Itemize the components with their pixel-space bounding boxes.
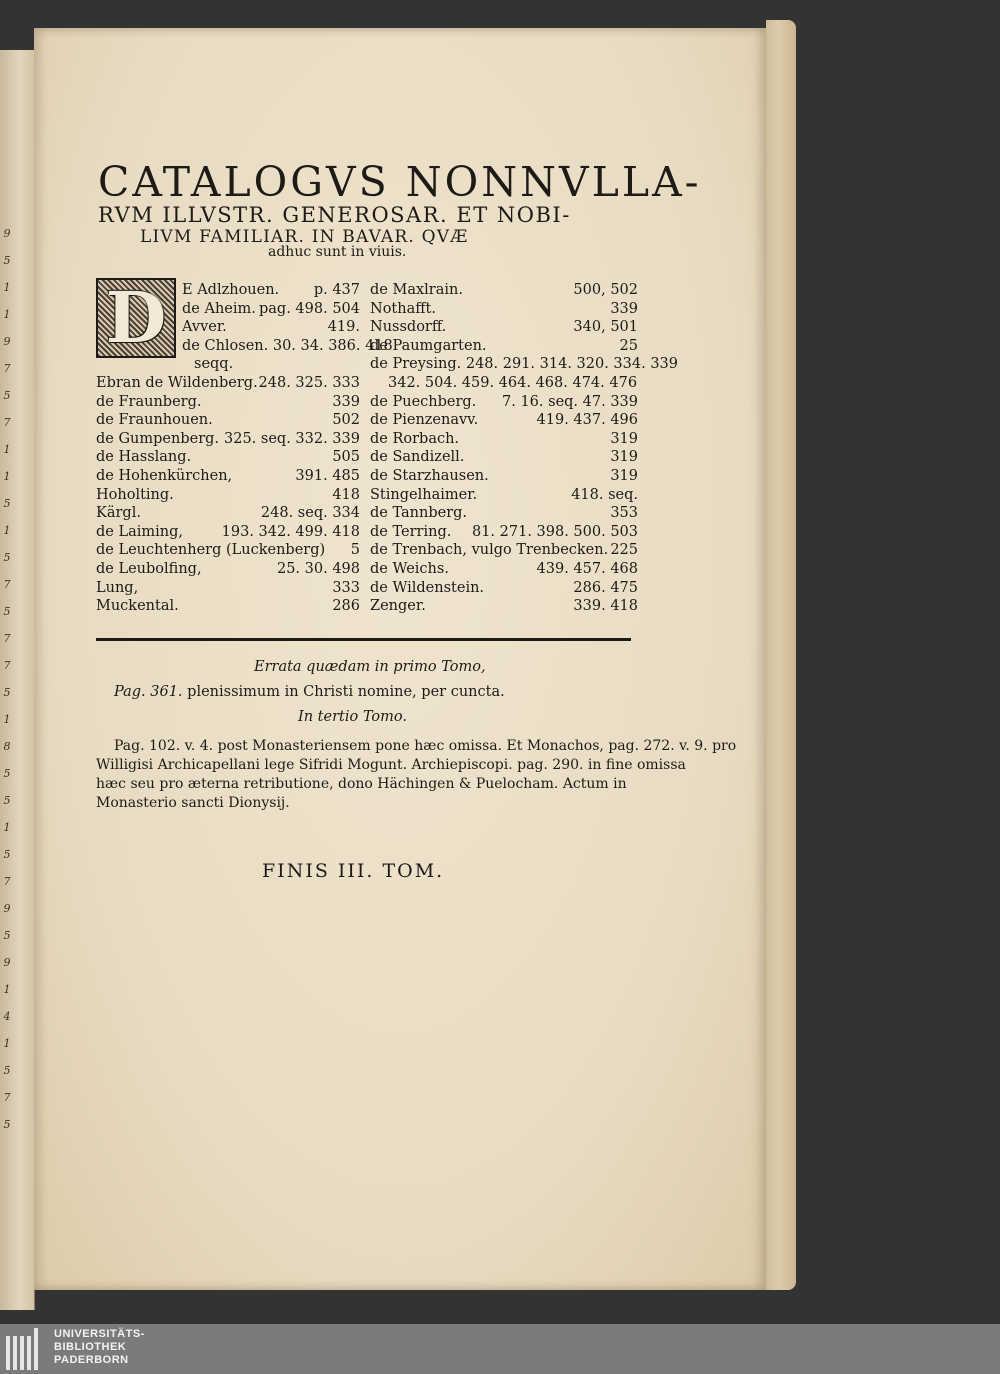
index-entry xyxy=(370,355,678,374)
margin-mark: 5 xyxy=(3,1118,11,1131)
index-entry-pages: 248. 325. 333 xyxy=(258,374,360,391)
index-entry-name: de Tannberg. xyxy=(370,505,468,522)
index-entry xyxy=(370,486,638,505)
margin-mark: 7 xyxy=(3,1091,11,1104)
errata-heading: Errata quædam in primo Tomo, xyxy=(254,659,486,675)
margin-mark: 9 xyxy=(3,902,11,915)
library-name-line1: UNIVERSITÄTS- xyxy=(54,1328,145,1340)
left-page-edge xyxy=(0,50,35,1310)
index-entry xyxy=(370,430,638,449)
margin-mark: 5 xyxy=(3,1064,11,1077)
index-entry-pages: 25. 30. 498 xyxy=(276,560,360,577)
index-entry-name: Lung, xyxy=(96,579,139,596)
index-entry xyxy=(370,467,638,486)
index-entry xyxy=(96,467,360,486)
index-entry-name: Hoholting. xyxy=(96,486,174,503)
catalog-title-line4: adhuc sunt in viuis. xyxy=(268,244,407,260)
index-entry xyxy=(370,560,638,579)
index-entry-name: E Adlzhouen. xyxy=(182,282,280,298)
margin-mark: 5 xyxy=(3,686,11,699)
index-entry xyxy=(96,560,360,579)
errata-line1 xyxy=(114,684,505,700)
index-entry-name: Zenger. xyxy=(370,598,426,615)
index-entry-name: Kärgl. xyxy=(96,505,141,522)
index-entry xyxy=(96,486,360,505)
index-entry xyxy=(370,448,638,467)
index-entry-name: de Paumgarten. xyxy=(370,337,487,354)
index-entry xyxy=(370,374,638,393)
finis-line: FINIS III. TOM. xyxy=(262,860,445,882)
index-entry-pages: 353 xyxy=(610,505,638,522)
index-entry-name: de Terring. xyxy=(370,523,452,540)
errata-line4: hæc seu pro æterna retributione, dono Hächingen & Puelocham. Actum in xyxy=(96,776,627,792)
index-entry-pages: p. 437 xyxy=(313,282,360,298)
index-entry xyxy=(96,281,360,300)
left-margin-marks xyxy=(0,220,14,1138)
index-entry xyxy=(96,355,360,374)
margin-mark: 5 xyxy=(3,605,11,618)
catalog-title-line2: RVM ILLVSTR. GENEROSAR. ET NOBI- xyxy=(98,203,571,227)
margin-mark: 8 xyxy=(3,740,11,753)
margin-mark: 7 xyxy=(3,659,11,672)
index-entry-name: de Hohenkürchen, xyxy=(96,467,233,484)
index-entry-name: de Sandizell. xyxy=(370,449,465,466)
index-entry-name: Nothafft. xyxy=(370,300,436,317)
index-entry xyxy=(370,318,638,337)
index-entry xyxy=(370,597,638,616)
margin-mark: 5 xyxy=(3,551,11,564)
catalog-title-line3: LIVM FAMILIAR. IN BAVAR. QVÆ xyxy=(140,227,469,247)
margin-mark: 5 xyxy=(3,389,11,402)
index-entry xyxy=(370,300,638,319)
margin-mark: 5 xyxy=(3,254,11,267)
index-entry-name: Nussdorff. xyxy=(370,319,447,336)
index-entry-name: Ebran de Wildenberg. xyxy=(96,374,258,391)
index-entry xyxy=(370,579,638,598)
margin-mark: 7 xyxy=(3,875,11,888)
index-entry xyxy=(370,504,638,523)
index-entry-name: seqq. xyxy=(194,356,234,373)
index-entry-name: de Fraunberg. xyxy=(96,393,202,410)
index-entry xyxy=(370,281,638,300)
index-entry-pages: 439. 457. 468 xyxy=(536,560,638,577)
index-entry xyxy=(96,374,360,393)
page-fore-edge xyxy=(766,20,796,1290)
index-entry-pages: 319 xyxy=(610,430,638,447)
index-entry-name: de Hasslang. xyxy=(96,449,192,466)
index-entry xyxy=(96,541,360,560)
margin-mark: 1 xyxy=(3,308,11,321)
family-list-right xyxy=(370,281,678,616)
index-entry xyxy=(370,541,638,560)
catalog-title-line1: CATALOGVS NONNVLLA- xyxy=(98,158,702,206)
index-entry-pages: 339. 418 xyxy=(573,598,638,615)
index-entry-name: de Wildenstein. xyxy=(370,579,485,596)
index-entry-pages: 319 xyxy=(610,449,638,466)
index-entry-pages: 25 xyxy=(619,337,638,354)
margin-mark: 4 xyxy=(3,1010,11,1023)
index-entry-pages: 419. 437. 496 xyxy=(536,412,638,429)
index-entry-pages: 419. xyxy=(327,319,360,336)
index-entry xyxy=(370,393,638,412)
margin-mark: 1 xyxy=(3,443,11,456)
index-entry-name: de Aheim. xyxy=(182,300,256,317)
index-entry xyxy=(96,448,360,467)
index-entry xyxy=(96,318,360,337)
margin-mark: 1 xyxy=(3,713,11,726)
index-entry-pages: 319 xyxy=(610,467,638,484)
index-entry-pages: 286 xyxy=(332,598,360,615)
index-entry xyxy=(96,300,360,319)
index-entry-name: de Leubolfing, xyxy=(96,560,202,577)
index-entry-pages: pag. 498. 504 xyxy=(259,300,360,317)
index-entry-pages: 340, 501 xyxy=(573,319,638,336)
margin-mark: 1 xyxy=(3,983,11,996)
index-entry-name: de Gumpenberg. xyxy=(96,430,220,447)
errata-line1-ref: Pag. 361. xyxy=(114,684,183,700)
margin-mark: 7 xyxy=(3,578,11,591)
initial-letter: D xyxy=(105,276,167,359)
index-entry xyxy=(96,597,360,616)
index-entry-pages: 333 xyxy=(332,579,360,596)
index-entry-pages: 286. 475 xyxy=(573,579,638,596)
index-entry xyxy=(370,411,638,430)
index-entry-name: Stingelhaimer. xyxy=(370,486,478,503)
index-entry xyxy=(96,411,360,430)
library-logo-icon xyxy=(6,1328,48,1370)
errata-line5: Monasterio sancti Dionysij. xyxy=(96,795,290,811)
index-entry-name: de Trenbach, vulgo Trenbecken. xyxy=(370,542,609,559)
index-entry-pages: 193. 342. 499. 418 xyxy=(221,523,360,540)
index-entry xyxy=(370,337,638,356)
index-entry-pages: 418. seq. xyxy=(571,486,638,503)
index-entry-name: de Fraunhouen. xyxy=(96,412,213,429)
library-footer-bar xyxy=(0,1324,1000,1374)
index-entry xyxy=(96,579,360,598)
index-entry-pages: 500, 502 xyxy=(573,282,638,298)
margin-mark: 9 xyxy=(3,335,11,348)
errata-line3: Willigisi Archicapellani lege Sifridi Mogunt. Archiepiscopi. pag. 290. in fine omissa xyxy=(96,757,686,773)
index-entry-pages: 7. 16. seq. 47. 339 xyxy=(502,393,638,410)
index-entry-pages: 225 xyxy=(610,542,638,559)
index-entry-name: de Preysing. 248. 291. 314. 320. 334. 339 xyxy=(370,356,678,373)
margin-mark: 5 xyxy=(3,767,11,780)
index-entry-pages: 502 xyxy=(332,412,360,429)
margin-mark: 7 xyxy=(3,632,11,645)
index-entry-name: de Laiming, xyxy=(96,523,183,540)
margin-mark: 5 xyxy=(3,497,11,510)
family-list-left xyxy=(96,276,393,616)
index-entry-name: Avver. xyxy=(182,319,227,336)
index-entry-name: de Starzhausen. xyxy=(370,467,489,484)
index-entry-pages: 325. seq. 332. 339 xyxy=(224,430,360,447)
library-name-line2: BIBLIOTHEK xyxy=(54,1341,127,1353)
margin-mark: 1 xyxy=(3,524,11,537)
margin-mark: 1 xyxy=(3,470,11,483)
errata-subheading: In tertio Tomo. xyxy=(298,709,407,725)
index-entry-name: de Weichs. xyxy=(370,560,449,577)
margin-mark: 7 xyxy=(3,416,11,429)
margin-mark: 5 xyxy=(3,848,11,861)
margin-mark: 1 xyxy=(3,821,11,834)
margin-mark: 7 xyxy=(3,362,11,375)
library-name xyxy=(54,1328,145,1367)
divider-rule xyxy=(96,638,631,641)
index-entry xyxy=(96,430,360,449)
index-entry-pages: 418 xyxy=(332,486,360,503)
index-entry-pages: 339 xyxy=(610,300,638,317)
margin-mark: 1 xyxy=(3,1037,11,1050)
index-entry-name: de Leuchtenherg (Luckenberg) xyxy=(96,542,326,559)
errata-line1-text: plenissimum in Christi nomine, per cuncta. xyxy=(182,684,505,700)
index-entry xyxy=(370,523,638,542)
index-entry-pages: 5 xyxy=(350,542,360,559)
margin-mark: 9 xyxy=(3,227,11,240)
index-entry xyxy=(96,504,360,523)
index-entry-name: de Puechberg. xyxy=(370,393,477,410)
index-entry-pages: 248. seq. 334 xyxy=(260,505,360,522)
index-entry-pages: 505 xyxy=(332,449,360,466)
index-entry-pages: 391. 485 xyxy=(295,467,360,484)
index-entry-name: de Rorbach. xyxy=(370,430,460,447)
index-entry xyxy=(96,337,393,356)
index-entry-name: 342. 504. 459. 464. 468. 474. 476 xyxy=(388,374,638,391)
index-entry-name: de Maxlrain. xyxy=(370,282,463,298)
margin-mark: 9 xyxy=(3,956,11,969)
index-entry-name: de Pienzenavv. xyxy=(370,412,479,429)
index-entry-name: de Chlosen. 30. 34. 386. 418 xyxy=(182,337,393,354)
index-entry xyxy=(96,393,360,412)
index-entry xyxy=(96,523,360,542)
index-entry-name: Muckental. xyxy=(96,598,179,615)
errata-line2: Pag. 102. v. 4. post Monasteriensem pone hæc omissa. Et Monachos, pag. 272. v. 9. pro xyxy=(114,738,737,754)
margin-mark: 5 xyxy=(3,794,11,807)
index-entry-pages: 81. 271. 398. 500. 503 xyxy=(471,523,638,540)
margin-mark: 1 xyxy=(3,281,11,294)
library-name-line3: PADERBORN xyxy=(54,1354,129,1366)
margin-mark: 5 xyxy=(3,929,11,942)
index-entry-pages: 339 xyxy=(332,393,360,410)
